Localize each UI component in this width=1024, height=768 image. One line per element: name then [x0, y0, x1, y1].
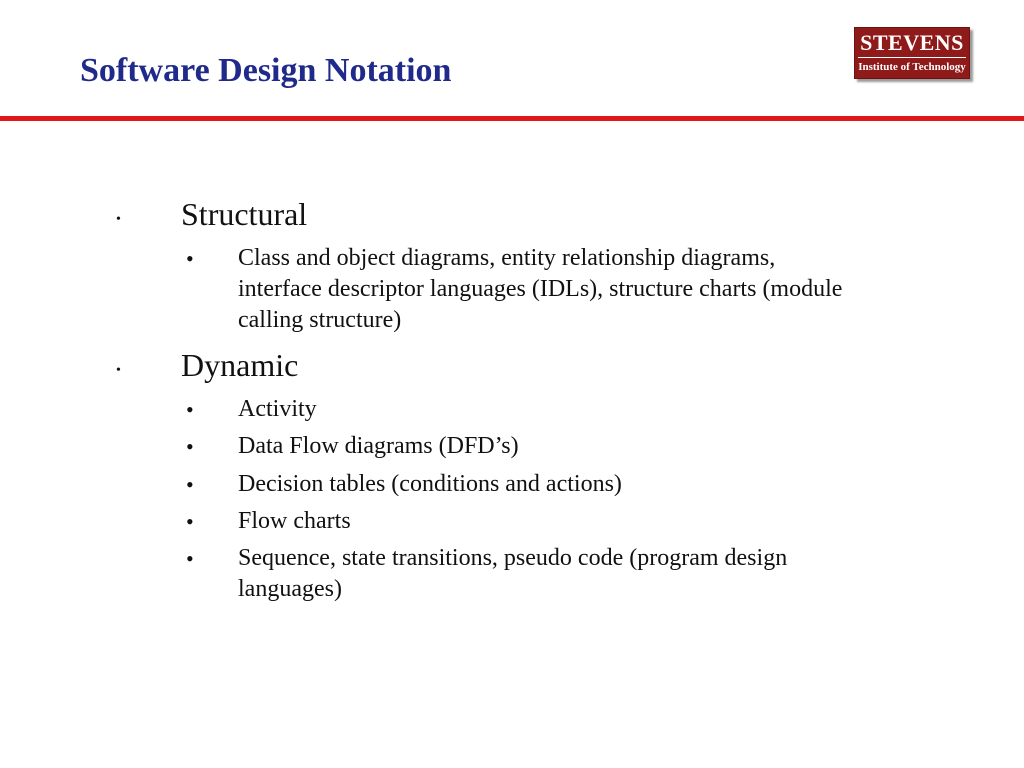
list-item-line: Activity	[238, 396, 317, 422]
logo-subtitle: Institute of Technology	[858, 61, 966, 73]
list-item-line: Class and object diagrams, entity relationship diagrams,	[238, 245, 776, 271]
list-item-line: Sequence, state transitions, pseudo code (program design	[238, 545, 788, 571]
slide-title: Software Design Notation	[80, 52, 452, 89]
list-item-line: calling structure)	[238, 307, 402, 333]
list-bullet: •	[186, 434, 194, 459]
section-bullet: •	[116, 363, 121, 378]
section-heading: Dynamic	[181, 347, 299, 383]
list-bullet: •	[186, 397, 194, 422]
list-item-line: Flow charts	[238, 508, 351, 534]
list-item-line: Data Flow diagrams (DFD’s)	[238, 433, 519, 459]
list-item-line: interface descriptor languages (IDLs), structure charts (module	[238, 276, 843, 302]
list-bullet: •	[186, 246, 194, 271]
list-bullet: •	[186, 546, 194, 571]
list-item-line: Decision tables (conditions and actions)	[238, 471, 622, 497]
section-heading: Structural	[181, 196, 308, 232]
list-item-line: languages)	[238, 576, 342, 602]
section-bullet: •	[116, 212, 121, 227]
list-bullet: •	[186, 509, 194, 534]
logo-name: STEVENS	[860, 30, 964, 55]
list-bullet: •	[186, 472, 194, 497]
